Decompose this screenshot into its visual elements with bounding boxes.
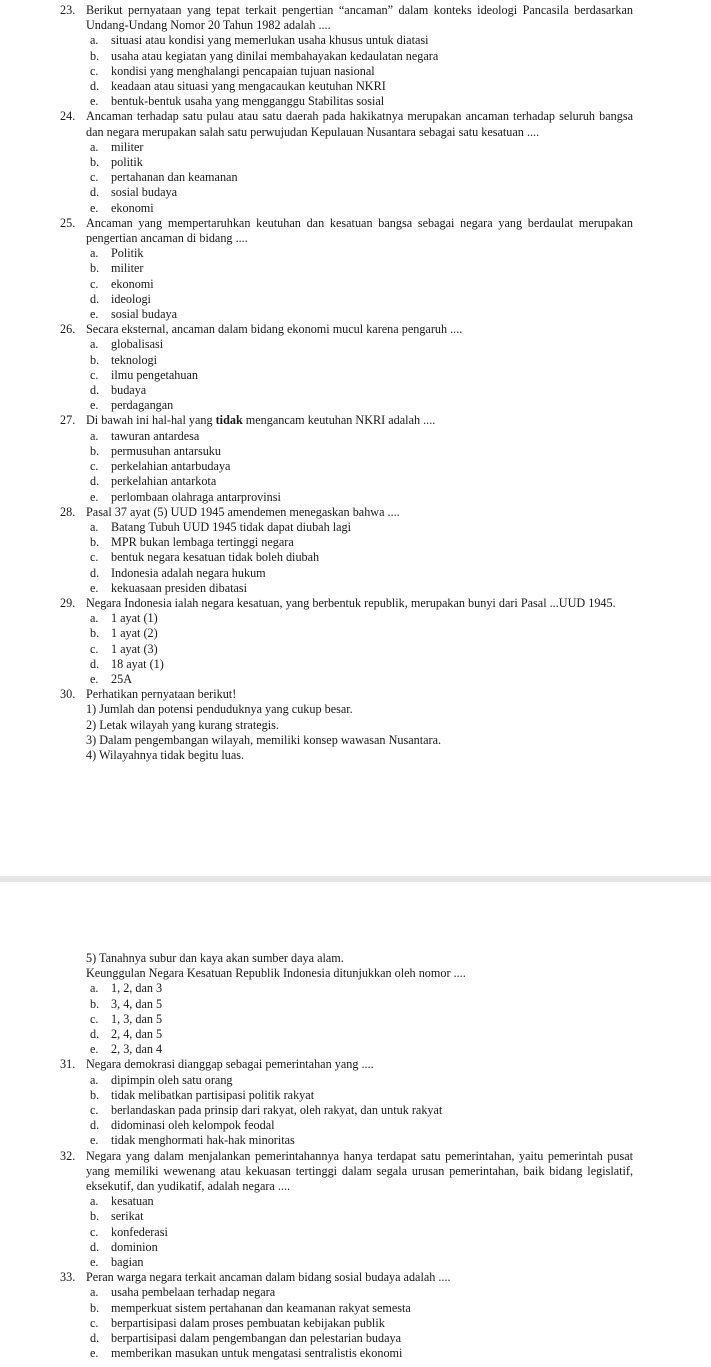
option-letter: e. [90, 580, 99, 595]
options-list [0, 1073, 711, 1149]
option-letter: e. [90, 489, 99, 504]
option-text: tidak menghormati hak-hak minoritas [111, 1133, 295, 1148]
option-text: dipimpin oleh satu orang [111, 1072, 233, 1087]
option-text: perkelahian antarkota [111, 474, 217, 489]
option-text: ekonomi [111, 276, 154, 291]
option-letter: a. [90, 139, 99, 154]
option-text: permusuhan antarsuku [111, 443, 221, 458]
option-text: 1 ayat (3) [111, 641, 158, 656]
option-text: 1, 2, dan 3 [111, 981, 163, 996]
option-text: ilmu pengetahuan [111, 367, 198, 382]
option-letter: c. [90, 459, 99, 474]
option-b [0, 997, 711, 1012]
options-list [0, 981, 711, 1057]
stem-text: mengancam keutuhan NKRI adalah .... [242, 413, 436, 428]
option-e [0, 201, 711, 216]
option-text: situasi atau kondisi yang memerlukan usaha khusus untuk diatasi [111, 33, 429, 48]
question-33 [0, 1270, 711, 1285]
option-text: perkelahian antarbudaya [111, 459, 231, 474]
option-text: bagian [111, 1255, 144, 1270]
question-29 [0, 596, 711, 611]
statement-4: 4) Wilayahnya tidak begitu luas. [86, 747, 245, 762]
option-a [0, 337, 711, 352]
option-text: militer [111, 261, 144, 276]
option-letter: b. [90, 1087, 100, 1102]
question-26 [0, 322, 711, 337]
question-30-prompt: Keunggulan Negara Kesatuan Republik Indonesia ditunjukkan oleh nomor .... [86, 966, 466, 981]
options-list [0, 1285, 711, 1361]
option-text: globalisasi [111, 337, 164, 352]
option-letter: b. [90, 48, 100, 63]
option-letter: e. [90, 307, 99, 322]
option-letter: c. [90, 170, 99, 185]
options-list [0, 337, 711, 413]
option-c [0, 277, 711, 292]
option-e [0, 1133, 711, 1148]
option-e [0, 581, 711, 596]
option-text: budaya [111, 383, 147, 398]
option-text: 1, 3, dan 5 [111, 1011, 163, 1026]
option-letter: d. [90, 1118, 100, 1133]
question-number: 28. [60, 504, 76, 519]
option-text: teknologi [111, 352, 158, 367]
option-text: serikat [111, 1209, 144, 1224]
options-list [0, 520, 711, 596]
option-b [0, 626, 711, 641]
option-letter: b. [90, 155, 100, 170]
option-d [0, 1118, 711, 1133]
option-c [0, 1103, 711, 1118]
option-c [0, 1012, 711, 1027]
option-letter: e. [90, 1042, 99, 1057]
option-text: politik [111, 155, 143, 170]
question-number: 24. [60, 109, 76, 124]
option-text: bentuk-bentuk usaha yang mengganggu Stabilitas sosial [111, 94, 385, 109]
option-d [0, 1331, 711, 1346]
options-list [0, 140, 711, 216]
option-a [0, 1285, 711, 1300]
option-a [0, 33, 711, 48]
option-text: 25A [111, 671, 132, 686]
option-text: tawuran antardesa [111, 428, 200, 443]
option-text: Indonesia adalah negara hukum [111, 565, 266, 580]
question-32 [0, 1149, 711, 1195]
question-number: 29. [60, 595, 76, 610]
option-letter: e. [90, 1346, 99, 1361]
option-letter: a. [90, 428, 99, 443]
option-text: MPR bukan lembaga tertinggi negara [111, 535, 294, 550]
option-letter: e. [90, 398, 99, 413]
option-text: tidak melibatkan partisipasi politik rakyat [111, 1087, 315, 1102]
option-text: konfederasi [111, 1224, 168, 1239]
option-d [0, 292, 711, 307]
option-letter: b. [90, 996, 100, 1011]
question-stem: Negara demokrasi dianggap sebagai pemerintahan yang .... [86, 1057, 374, 1072]
option-letter: d. [90, 79, 100, 94]
option-letter: c. [90, 1103, 99, 1118]
option-text: 18 ayat (1) [111, 656, 164, 671]
options-list [0, 1194, 711, 1270]
option-text: usaha pembelaan terhadap negara [111, 1285, 276, 1300]
option-letter: d. [90, 1331, 100, 1346]
page-divider [0, 876, 711, 882]
question-number: 27. [60, 413, 76, 428]
option-text: berpartisipasi dalam proses pembuatan kebijakan publik [111, 1315, 385, 1330]
option-letter: d. [90, 185, 100, 200]
option-letter: a. [90, 611, 99, 626]
question-stem: Ancaman yang mempertaruhkan keutuhan dan kesatuan bangsa sebagai negara yang berdaulat merupakan pengertian ancaman di bidang .... [86, 215, 633, 246]
option-text: 1 ayat (1) [111, 611, 158, 626]
option-b [0, 155, 711, 170]
option-c [0, 550, 711, 565]
option-letter: e. [90, 1133, 99, 1148]
option-b [0, 535, 711, 550]
option-a [0, 246, 711, 261]
option-text: perdagangan [111, 398, 174, 413]
option-letter: d. [90, 565, 100, 580]
option-letter: c. [90, 550, 99, 565]
options-list [0, 611, 711, 687]
option-text: didominasi oleh kelompok feodal [111, 1118, 275, 1133]
page-2 [0, 951, 711, 1361]
option-letter: c. [90, 367, 99, 382]
option-text: 3, 4, dan 5 [111, 996, 163, 1011]
option-letter: d. [90, 1027, 100, 1042]
option-e [0, 1042, 711, 1057]
question-number: 25. [60, 215, 76, 230]
stem-text: Di bawah ini hal-hal yang [86, 413, 216, 428]
option-b [0, 353, 711, 368]
question-30 [0, 687, 711, 702]
option-letter: e. [90, 671, 99, 686]
option-a [0, 429, 711, 444]
option-text: bentuk negara kesatuan tidak boleh diubah [111, 550, 320, 565]
option-text: dominion [111, 1239, 158, 1254]
option-a [0, 140, 711, 155]
option-text: kondisi yang menghalangi pencapaian tujuan nasional [111, 63, 375, 78]
option-d [0, 1027, 711, 1042]
statement-3: 3) Dalam pengembangan wilayah, memiliki konsep wawasan Nusantara. [86, 732, 442, 747]
option-b [0, 1088, 711, 1103]
question-number: 32. [60, 1148, 76, 1163]
question-stem: Secara eksternal, ancaman dalam bidang ekonomi mucul karena pengaruh .... [86, 322, 463, 337]
option-e [0, 307, 711, 322]
option-d [0, 657, 711, 672]
option-c [0, 1316, 711, 1331]
question-stem: Perhatikan pernyataan berikut! [86, 687, 237, 702]
option-c [0, 64, 711, 79]
option-letter: e. [90, 200, 99, 215]
option-b [0, 1209, 711, 1224]
option-letter: d. [90, 1239, 100, 1254]
statement-5: 5) Tanahnya subur dan kaya akan sumber daya alam. [86, 951, 344, 965]
option-text: 1 ayat (2) [111, 626, 158, 641]
option-letter: b. [90, 626, 100, 641]
option-d [0, 185, 711, 200]
option-letter: d. [90, 474, 100, 489]
option-letter: d. [90, 291, 100, 306]
option-text: Batang Tubuh UUD 1945 tidak dapat diubah lagi [111, 519, 352, 534]
option-b [0, 444, 711, 459]
question-number: 31. [60, 1057, 76, 1072]
option-letter: a. [90, 1285, 99, 1300]
question-25 [0, 216, 711, 246]
option-d [0, 1240, 711, 1255]
option-letter: d. [90, 383, 100, 398]
question-stem: Ancaman terhadap satu pulau atau satu daerah pada hakikatnya merupakan ancaman terhadap seluruh bangsa dan negara merupakan salah satu perwujudan Kepulauan Nusantara sebagai satu kesatuan .... [86, 109, 633, 139]
option-letter: c. [90, 1011, 99, 1026]
option-text: memberikan masukan untuk mengatasi sentralistis ekonomi [111, 1346, 403, 1361]
option-letter: b. [90, 443, 100, 458]
option-d [0, 383, 711, 398]
option-d [0, 79, 711, 94]
option-letter: a. [90, 519, 99, 534]
stem-emphasis: tidak [215, 413, 243, 428]
option-b [0, 261, 711, 276]
option-a [0, 1194, 711, 1209]
option-e [0, 1255, 711, 1270]
option-d [0, 474, 711, 489]
option-text: perlombaan olahraga antarprovinsi [111, 489, 281, 504]
option-text: ekonomi [111, 200, 154, 215]
option-a [0, 611, 711, 626]
option-text: pertahanan dan keamanan [111, 170, 238, 185]
page-1 [0, 3, 711, 763]
question-24 [0, 109, 711, 139]
option-b [0, 49, 711, 64]
statement-1: 1) Jumlah dan potensi penduduknya yang cukup besar. [86, 702, 353, 717]
option-text: militer [111, 139, 144, 154]
question-stem [86, 413, 633, 428]
option-text: sosial budaya [111, 307, 178, 322]
options-list [0, 429, 711, 505]
option-letter: e. [90, 1255, 99, 1270]
option-e [0, 94, 711, 109]
option-letter: b. [90, 1300, 100, 1315]
option-letter: c. [90, 1224, 99, 1239]
options-list [0, 246, 711, 322]
option-letter: a. [90, 246, 99, 261]
option-e [0, 398, 711, 413]
option-c [0, 170, 711, 185]
option-letter: b. [90, 261, 100, 276]
question-28 [0, 505, 711, 520]
option-text: kesatuan [111, 1194, 154, 1209]
option-e [0, 490, 711, 505]
question-stem: Negara yang dalam menjalankan pemerintahannya hanya terdapat satu pemerintahan, yaitu pemerintah pusat yang memiliki wewenang atau kekuasan tertinggi dalam segala urusan pemerintahan, baik bidang legislatif, eksekutif, dan yudikatif, adalah negara .... [86, 1148, 633, 1194]
option-e [0, 1346, 711, 1361]
option-letter: a. [90, 981, 99, 996]
option-a [0, 981, 711, 996]
question-number: 23. [60, 3, 76, 17]
option-b [0, 1301, 711, 1316]
option-text: berpartisipasi dalam pengembangan dan pelestarian budaya [111, 1331, 402, 1346]
option-text: berlandaskan pada prinsip dari rakyat, oleh rakyat, dan untuk rakyat [111, 1103, 443, 1118]
option-text: 2, 4, dan 5 [111, 1027, 163, 1042]
option-a [0, 520, 711, 535]
option-c [0, 368, 711, 383]
question-23 [0, 3, 711, 33]
question-stem: Berikut pernyataan yang tepat terkait pengertian “ancaman” dalam konteks ideologi Pancasila berdasarkan Undang-Undang Nomor 20 Tahun 1982 adalah .... [86, 3, 633, 33]
question-31 [0, 1057, 711, 1072]
option-text: Politik [111, 246, 144, 261]
statement-2: 2) Letak wilayah yang kurang strategis. [86, 717, 279, 732]
option-letter: e. [90, 94, 99, 109]
option-letter: b. [90, 352, 100, 367]
option-letter: b. [90, 535, 100, 550]
question-number: 26. [60, 322, 76, 337]
question-stem: Pasal 37 ayat (5) UUD 1945 amendemen menegaskan bahwa .... [86, 504, 400, 519]
option-text: keadaan atau situasi yang mengacaukan keutuhan NKRI [111, 79, 386, 94]
question-27 [0, 413, 711, 428]
option-letter: a. [90, 1072, 99, 1087]
option-text: ideologi [111, 291, 151, 306]
option-e [0, 672, 711, 687]
option-letter: c. [90, 1315, 99, 1330]
question-number: 33. [60, 1270, 76, 1285]
option-letter: c. [90, 63, 99, 78]
question-stem: Peran warga negara terkait ancaman dalam bidang sosial budaya adalah .... [86, 1270, 451, 1285]
option-a [0, 1073, 711, 1088]
option-text: sosial budaya [111, 185, 178, 200]
options-list [0, 33, 711, 109]
question-stem: Negara Indonesia ialah negara kesatuan, yang berbentuk republik, merupakan bunyi dari Pasal ...UUD 1945. [86, 595, 616, 610]
option-text: memperkuat sistem pertahanan dan keamanan rakyat semesta [111, 1300, 411, 1315]
option-letter: c. [90, 276, 99, 291]
option-letter: c. [90, 641, 99, 656]
option-letter: b. [90, 1209, 100, 1224]
option-letter: a. [90, 337, 99, 352]
option-text: 2, 3, dan 4 [111, 1042, 163, 1057]
option-letter: d. [90, 656, 100, 671]
option-text: usaha atau kegiatan yang dinilai membahayakan kedaulatan negara [111, 48, 439, 63]
option-c [0, 459, 711, 474]
option-text: kekuasaan presiden dibatasi [111, 580, 248, 595]
option-letter: a. [90, 1194, 99, 1209]
question-number: 30. [60, 687, 76, 702]
option-c [0, 1225, 711, 1240]
option-letter: a. [90, 33, 99, 48]
option-d [0, 566, 711, 581]
option-c [0, 642, 711, 657]
